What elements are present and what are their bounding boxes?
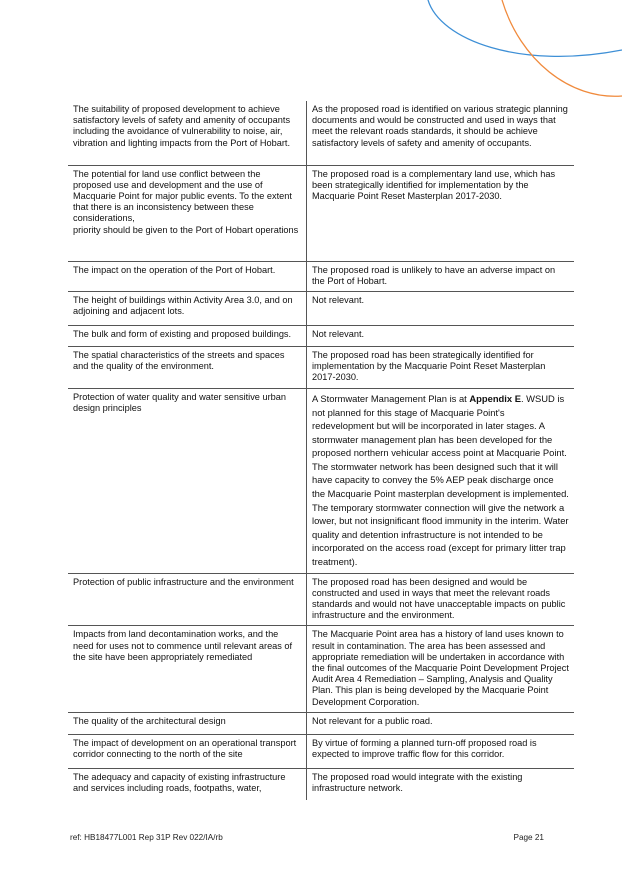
response-cell: The proposed road would integrate with the existing infrastructure network. xyxy=(312,771,523,794)
response-cell: The proposed road is unlikely to have an adverse impact on the Port of Hobart. xyxy=(307,261,575,291)
table-row xyxy=(68,388,574,573)
document-reference: ref: HB18477L001 Rep 31P Rev 022/IA/rb xyxy=(70,833,223,842)
criterion-cell: The spatial characteristics of the streets and spaces and the quality of the environment. xyxy=(68,346,307,388)
table-row xyxy=(68,573,574,626)
decorative-arcs xyxy=(0,0,622,110)
response-cell: The proposed road has been strategically identified for implementation by the Macquarie Point Reset Masterplan 2017-2030. xyxy=(307,346,575,388)
table-row xyxy=(68,346,574,388)
table-row xyxy=(68,768,574,800)
response-text: A Stormwater Management Plan is at xyxy=(312,392,470,404)
orange-arc xyxy=(502,0,622,96)
response-cell: Not relevant. xyxy=(307,325,575,346)
response-cell: The Macquarie Point area has a history of land uses known to result in contamination. The area has been assessed and appropriate remediation will be undertaken in accordance with the final outcomes of the Macquarie Point Development Project Audit Area 4 Remediation – Sampling, Analysis and Quality Plan. This plan is being developed by the Macquarie Point Development Corporation. xyxy=(307,626,575,712)
assessment-table xyxy=(68,101,574,800)
response-cell: Not relevant for a public road. xyxy=(307,712,575,734)
table-row xyxy=(68,261,574,291)
table-row xyxy=(68,291,574,325)
criterion-cell: The quality of the architectural design xyxy=(68,712,307,734)
table-row xyxy=(68,712,574,734)
response-cell: As the proposed road is identified on various strategic planning documents and would be constructed and used in ways that meet the relevant roads standards, it should be achieve satisfactory levels of safety and amenity of occupants. xyxy=(307,101,575,165)
table-row xyxy=(68,165,574,261)
appendix-reference: Appendix E xyxy=(469,392,521,404)
criterion-cell: The impact of development on an operational transport corridor connecting to the north of the site xyxy=(68,734,307,768)
table-row xyxy=(68,734,574,768)
criterion-cell: The adequacy and capacity of existing infrastructure and services including roads, footpaths, water, xyxy=(68,768,307,800)
table-row xyxy=(68,101,574,165)
response-text-continued: . WSUD is not planned for this stage of Macquarie Point's redevelopment but will be incorporated in later stages. A stormwater management plan has been developed for the proposed northern vehicular access point at Macquarie Point. The stormwater network has been designed such that it will have capacity to convey the 5% AEP peak discharge once the Macquarie Point masterplan development is implemented. The temporary stormwater connection will give the network a lower, but not insignificant flood immunity in the interim. Water quality and detention infrastructure is not intended to be incorporated on the access road (except for primary litter trap treatment). xyxy=(312,392,569,568)
table-row xyxy=(68,325,574,346)
response-cell: By virtue of forming a planned turn-off proposed road is expected to improve traffic flow for this corridor. xyxy=(307,734,575,768)
criterion-cell: Protection of public infrastructure and the environment xyxy=(68,573,307,626)
criterion-text: The potential for land use conflict between the proposed use and development and the use of Macquarie Point for major public events. To the extent that there is an inconsistency between these considerations, xyxy=(73,168,292,224)
criterion-cell: Impacts from land decontamination works, and the need for uses not to commence until relevant areas of the site have been appropriately remediated xyxy=(68,626,307,712)
criterion-cell: The impact on the operation of the Port of Hobart. xyxy=(68,261,307,291)
criterion-text-continued: priority should be given to the Port of Hobart operations xyxy=(73,224,299,235)
table-row xyxy=(68,626,574,712)
page-number: Page 21 xyxy=(513,833,544,842)
criterion-cell: The height of buildings within Activity Area 3.0, and on adjoining and adjacent lots. xyxy=(68,291,307,325)
criterion-cell xyxy=(68,165,307,261)
response-cell: Not relevant. xyxy=(307,291,575,325)
response-cell xyxy=(307,388,575,573)
response-cell: The proposed road is a complementary land use, which has been strategically identified for implementation by the Macquarie Point Reset Masterplan 2017-2030. xyxy=(307,165,575,261)
criterion-cell: Protection of water quality and water sensitive urban design principles xyxy=(68,388,307,573)
criterion-cell: The suitability of proposed development to achieve satisfactory levels of safety and amenity of occupants including the avoidance of vulnerability to noise, air, vibration and lighting impacts from the Port of Hobart. xyxy=(68,101,307,165)
criterion-cell: The bulk and form of existing and proposed buildings. xyxy=(68,325,307,346)
response-cell: The proposed road has been designed and would be constructed and used in ways that meet the relevant roads standards and would not have unacceptable impacts on public infrastructure and the environment. xyxy=(307,573,575,626)
